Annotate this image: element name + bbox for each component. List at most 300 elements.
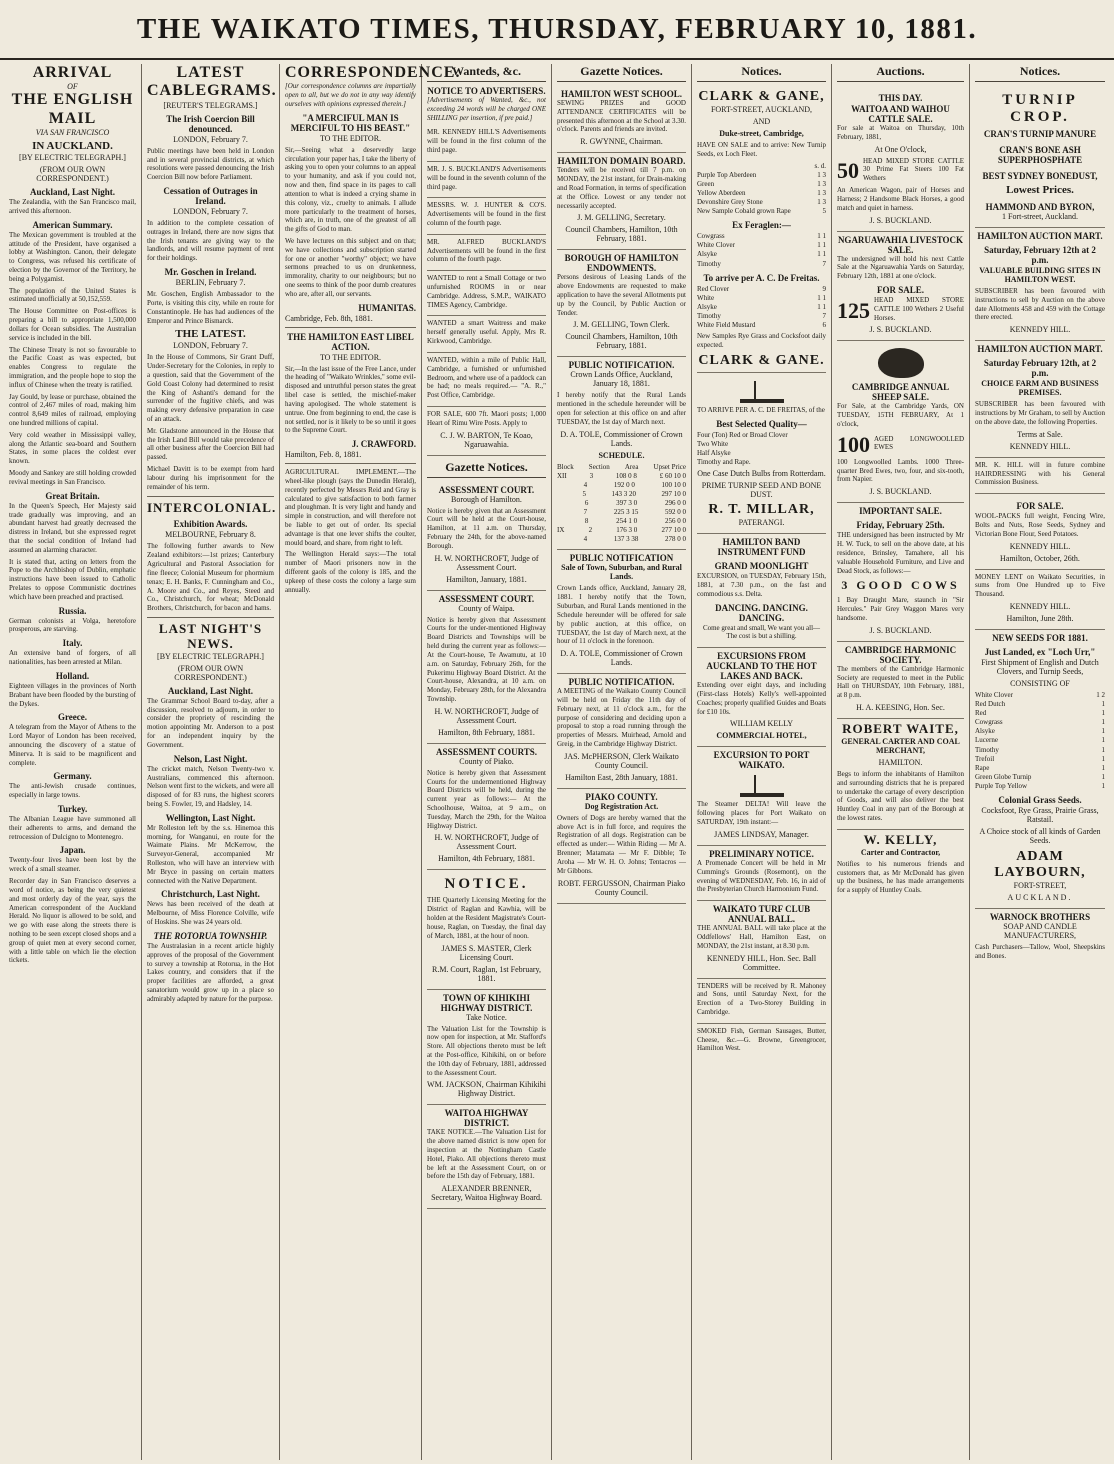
ad-text: HAVE ON SALE and to arrive: New Turnip Seeds, ex Loch Fleet. (697, 141, 826, 158)
item-name: Devonshire Grey Stone (697, 198, 763, 207)
item-price: 1 3 (817, 189, 826, 197)
notice-text: Notice is hereby given that an Assessment Court will be held at the Court-house, Hamilton, at 11 a.m. on Thursday, February the 24th, for the above-named Borough. (427, 506, 546, 550)
column-heading: Gazette Notices. (557, 64, 686, 82)
list-item (697, 294, 826, 303)
item-price: 1 2 (1096, 691, 1105, 699)
item-name: Lucerne (975, 736, 998, 745)
table-cell: 6 (584, 499, 589, 507)
item-name: Trefoil (975, 754, 995, 763)
headline-correspondence: CORRESPONDENCE. (285, 64, 461, 81)
ad-text: WANTED a smart Waitress and make herself generally useful. Apply, Mrs R. Kirkwood, Cambridge. (427, 319, 546, 346)
paragraph: In the Queen's Speech, Her Majesty said trade gradually was improving, and an abundant harvest had greatly decreased the distress in Ireland, but she expressed regret that the social condition of Ireland had assumed an alarming character. (9, 501, 136, 554)
paragraph: The Chinese Treaty is not so favourable to the Pacific Coast as was expected, but enables Congress to regulate the immigration, and the people hope to stop the influx of Chinese when the treaty is ratified. (9, 345, 136, 389)
list-item (697, 431, 826, 440)
classified-ad (427, 407, 546, 456)
advert-excursions (697, 648, 826, 747)
item-price: 7 (822, 259, 826, 268)
ad-terms: Terms at Sale. (1017, 429, 1063, 439)
item-price: 5 (822, 207, 826, 216)
notice-text: Owners of Dogs are hereby warned that the above Act is in full force, and requires the Registration of all dogs. Registration can be effected as under:— Within Riding — Mr A. Brenner; Matamata — Mr F. Dibble; Te Aroha — Mr W. H. O. Johns; Tentacros — Mr Gibbons. (557, 813, 686, 875)
ad-signature: C. J. W. BARTON, Te Koao, Ngaruawahia. (440, 430, 533, 449)
notice-subtitle: County of Waipa. (458, 603, 515, 613)
list-item (697, 189, 826, 198)
list-item (697, 250, 826, 259)
item-name: Timothy and Rape. (697, 457, 751, 466)
auction-mart-farm (975, 341, 1105, 457)
ad-subheading: Lowest Prices. (1006, 184, 1074, 196)
column-cablegrams (142, 64, 280, 1460)
notice-date: R.M. Court, Raglan, 1st February, 1881. (431, 964, 542, 983)
item-name: Timothy (697, 259, 721, 268)
notice-date: Hamilton, 4th February, 1881. (438, 854, 535, 864)
notice-title: HAMILTON DOMAIN BOARD. (557, 156, 686, 167)
item-name: Cowgrass (697, 232, 725, 241)
ad-text: A Promenade Concert will be held in Mr Cumming's Grounds (Rosemont), on the evening of WEDNESDAY, Feb. 16, in aid of the Presbyterian Church Harmonium Fund. (697, 858, 826, 894)
firm-name: R. T. MILLAR, (708, 502, 815, 518)
list-item (975, 700, 1105, 709)
lot-count: 125 (837, 297, 870, 323)
list-subheading: Ex Feraglen:— (732, 220, 791, 231)
notice-subtitle: County of Piako. (459, 756, 514, 766)
schedule-header (557, 463, 686, 472)
paragraph: An extensive band of forgers, of all nationalities, has been arrested at Milan. (9, 649, 136, 667)
list-item (697, 241, 826, 250)
item-price: 9 (822, 284, 826, 293)
firm-address: AUCKLAND. (1007, 893, 1073, 903)
notice-text: The Valuation List for the Township is now open for inspection, at Mr. Stafford's Store. All objections thereto must be left at the Post-office, Kihikihi, on or before the 10th day of February, 1881, addressed to the Assessment Court. (427, 1024, 546, 1077)
paragraph: News has been received of the death at Melbourne, of Miss Florence Colville, wife of Hoskins. She was 24 years old. (147, 900, 274, 927)
ad-text: SMOKED Fish, German Sausages, Butter, Cheese, &c.—G. Browne, Greengrocer, Hamilton West. (697, 1026, 826, 1053)
section-heading: Japan. (59, 845, 86, 856)
ad-title: HAMILTON AUCTION MART. (977, 344, 1103, 355)
table-row (557, 490, 686, 499)
notice-signature: D. A. TOLE, Commissioner of Crown Lands. (560, 429, 683, 448)
table-cell: 256 0 0 (664, 517, 686, 526)
paragraph: Jay Gould, by lease or purchase, obtained the control of 2,467 miles of road, making him control 8,649 miles of railroad, employing one hundred millions of capital. (9, 392, 136, 428)
ad-text: WOOL-PACKS full weight, Fencing Wire, Bolts and Nuts, Rose Seeds, Sydney and Victorian Bone Flour, Seed Potatoes. (975, 512, 1105, 538)
notice-title: NOTICE. (444, 876, 529, 893)
ad-title: EXCURSIONS FROM AUCKLAND TO THE HOT LAKES AND BACK. (706, 651, 817, 682)
notice-subtitle: Take Notice. (466, 1012, 507, 1022)
ad-subheading: THIS DAY. (878, 93, 923, 103)
place-line: IN AUCKLAND. (32, 140, 113, 153)
headline-of: OF (67, 82, 78, 92)
list-item (697, 458, 826, 467)
notice-subtitle: Sale of Town, Suburban, and Rural Lands. (561, 563, 682, 582)
notice-text: Persons desirous of Leasing Lands of the above Endowments are requested to make application to have the several Allotments put up by the Council, by Public Auction or Tender. (557, 273, 686, 317)
firm-address: HAMILTON. (878, 757, 923, 767)
advert-for-sale (975, 494, 1105, 569)
table-row (557, 499, 686, 508)
advert-kelly (837, 830, 964, 901)
classified-ad (427, 235, 546, 271)
ad-subheading: DANCING. DANCING. DANCING. (715, 602, 808, 623)
dateline: Auckland, Last Night. (29, 187, 116, 198)
gazette-notice (557, 153, 686, 250)
table-row (557, 535, 686, 544)
ad-signature: J. S. BUCKLAND. (869, 325, 932, 335)
schedule-header-cell: Area (624, 462, 639, 471)
ad-text: MR. ALFRED BUCKLAND'S Advertisements will be found in the first column of the fourth page. (427, 237, 546, 264)
table-cell: XII (557, 471, 567, 480)
paragraph: Sir,—In the last issue of the Free Lance, under the heading of "Waikato Wrinkles," some evil-disposed and untruthful person states the great libel case is settled, the mischief-maker having apologised. The whole statement is untrue. One from beginning to end, the case is not settled, nor is it likely to be so until it goes to the Supreme Court. (285, 364, 416, 435)
gazette-notice (427, 870, 546, 989)
table-cell: 225 3 15 (613, 508, 639, 517)
item-price: 1 (1101, 763, 1105, 772)
signature: J. CRAWFORD. (351, 439, 416, 450)
ad-text: For sale at Waitoa on Thursday, 10th February, 1881, (837, 124, 964, 141)
table-cell: 143 3 20 (611, 489, 636, 498)
via-line: VIA SAN FRANCISCO (35, 128, 110, 138)
gazette-notice (427, 1105, 546, 1209)
notice-text: Crown Lands office, Auckland, January 28, 1881. I hereby notify that the Town, Suburban, and Rural Lands mentioned in the Schedule hereunder will be offered for sale by public auction, at this office, on TUESDAY, the 1st day of March next, at the hour of 11 o'clock in the forenoon. (557, 584, 686, 646)
byline: [BY ELECTRIC TELEGRAPH.] (19, 153, 126, 163)
ad-text: The members of the Cambridge Harmonic Society are requested to meet in the Public Hall on THURSDAY, 10th February, 1881, at 8 p.m. (837, 664, 964, 700)
list-item (975, 727, 1105, 736)
list-item (975, 709, 1105, 718)
advert-port-waikato (697, 747, 826, 845)
column-gazette (552, 64, 692, 1460)
list-item (697, 260, 826, 269)
ad-subheading: Colonial Grass Seeds. (998, 795, 1082, 806)
advert-hammond (975, 86, 1105, 228)
table-cell: 277 10 0 (661, 526, 686, 535)
notice-date: Council Chambers, Hamilton, 10th February, 1881. (565, 332, 678, 351)
section-heading: Nelson, Last Night. (173, 753, 248, 764)
ad-text: SUBSCRIBER has been favoured with instructions to sell by Auction on the above date Allotments 458 and 459 with the Cottage there erected. (975, 287, 1105, 322)
notice-title: ASSESSMENT COURT. (438, 593, 535, 604)
list-item (975, 782, 1105, 791)
lot-text: HEAD MIXED STORE CATTLE 100 Wethers 2 Useful Horses. (874, 295, 964, 322)
ad-signature: KENNEDY HILL. (1009, 602, 1071, 611)
divider (285, 327, 416, 328)
lot-line (837, 296, 964, 325)
paragraph: The Mexican government is troubled at the attitude of the President, have organised a lobby at Washington. Canon, their delegate to Congress, was refused his certificate of election by the Governor of the Territory, he being a Polygamist. (9, 230, 136, 283)
ad-title: PRELIMINARY NOTICE. (709, 848, 814, 859)
ad-text: TO ARRIVE PER A. C. DE FREITAS, of the (697, 405, 825, 414)
dateline: LONDON, February 7. (173, 341, 248, 351)
list-item (975, 773, 1105, 782)
item-price: 1 1 (817, 302, 826, 311)
section-heading: THE LATEST. (175, 328, 246, 341)
advert-tenders (697, 979, 826, 1024)
notice-text: A MEETING of the Waikato County Council will be held on Friday the 11th day of February next, at 11 o'clock a.m., for the purpose of considering and deciding upon a proposal to stop a road running through the properties of Messrs. Muirhead, Arnold and Greig, in the Cambridge Highway District. (557, 687, 686, 749)
item-price: 1 (1101, 718, 1105, 727)
list-item (975, 746, 1105, 755)
seed-list (697, 431, 826, 467)
table-cell: 397 3 0 (616, 499, 638, 507)
list-item (697, 321, 826, 330)
notice-text: I hereby notify that the Rural Lands mentioned in the schedule hereunder will be open for selection at this office on and after TUESDAY, the 1st day of March next. (557, 391, 686, 426)
item-price: 1 (1101, 772, 1105, 781)
ad-text: 1 Bay Draught Mare, staunch in "Sir Hercules." Pair Grey Waggon Mares very handsome. (837, 596, 964, 622)
ad-signature: J. S. BUCKLAND. (869, 487, 932, 497)
item-price: 1 (1101, 727, 1105, 736)
advert-clark-gane (697, 86, 826, 373)
firm-name: CLARK & GANE, (698, 89, 825, 104)
paragraph: Public meetings have been held in London and in several provincial districts, at which resolutions were passed denouncing the Irish Coercion Bill now before Parliament. (147, 146, 274, 182)
schedule-header-cell: Upset Price (653, 462, 686, 471)
divider (147, 496, 274, 497)
item-name: Red Clover (697, 284, 730, 293)
item-price: 1 3 (817, 170, 826, 179)
section-heading: The Irish Coercion Bill denounced. (166, 113, 255, 134)
notice-text: THE Quarterly Licensing Meeting for the District of Raglan and Kawhia, will be holden at the Resident Magistrate's Court-house, Raglan, on Tuesday, the final day of March, 1881, at the hour of noon. (427, 896, 546, 940)
ad-text: Begs to inform the inhabitants of Hamilton and surrounding districts that he is prepared to undertake the cartage of every description of Goods, and will also deliver the best Huntley Coal in any part of the Borough at the lowest rates. (837, 769, 964, 822)
from-line: (FROM OUR OWN CORRESPONDENT.) (36, 165, 109, 184)
paragraph: The Zealandia, with the San Francisco mail, arrived this afternoon. (9, 198, 136, 215)
list-item (975, 755, 1105, 764)
item-name: Timothy (975, 745, 999, 754)
columns (4, 64, 1110, 1460)
classified-ad (427, 198, 546, 234)
advert-money (975, 570, 1105, 630)
headline-cablegrams: LATEST CABLEGRAMS. (147, 64, 277, 100)
notice-subtitle: Dog Registration Act. (584, 801, 659, 811)
paragraph: The cricket match, Nelson Twenty-two v. Australians, commenced this afternoon. Nelson went first to the wickets, and were all disposed of for 83 runs, the highest scorers being S. Fowler, 19, and Hadsley, 14. (147, 764, 274, 808)
editor-note: [Our correspondence columns are impartially open to all, but we do not in any way identify ourselves with opinions expressed therein.] (285, 82, 416, 109)
item-name: Rape (975, 763, 990, 772)
item-name: Alsyke (975, 727, 995, 736)
schedule-header-cell: Section (588, 462, 610, 471)
ad-product: CRAN'S BONE ASH SUPERPHOSPHATE (997, 145, 1083, 165)
paragraph: Twenty-four lives have been lost by the wreck of a small steamer. (9, 856, 136, 874)
table-row (557, 517, 686, 526)
section-heading: Mr. Goschen in Ireland. (164, 267, 257, 278)
section-heading: Great Britain. (45, 490, 100, 501)
item-name: Yellow Aberdeen (697, 189, 746, 197)
ad-text: THE undersigned has been instructed by Mr H. W. Tuck, to sell on the above date, at his residence, Brinsley, Tamahere, all his valuable Household Furniture, and Live and Dead Stock, as follows:— (837, 531, 964, 575)
notice-title: WAITOA HIGHWAY DISTRICT. (444, 1108, 529, 1129)
ad-title: IMPORTANT SALE. (859, 506, 942, 517)
lot-text: AGED LONGWOOLLED EWES (874, 434, 964, 452)
section-heading: Italy. (62, 638, 83, 649)
lot-count: 50 (837, 158, 859, 184)
item-name: White Clover (697, 241, 735, 250)
ad-product: BEST SYDNEY BONEDUST, (982, 171, 1098, 181)
column-auctions (832, 64, 970, 1460)
item-name: Half Alsyke (697, 448, 731, 457)
headline-arrival: ARRIVAL (32, 64, 113, 81)
paragraph: Very cold weather in Mississippi valley, along the Atlantic sea-board and Southern States, in some places the coldest ever known. (9, 430, 136, 466)
masthead (0, 0, 1114, 60)
firm-trade: SOAP AND CANDLE MANUFACTURERS, (1003, 922, 1077, 941)
paragraph: It is stated that, acting on letters from the Pope to the Archbishop of Dublin, emphatic instructions have been issued to Catholic Prelates to oppose Communistic doctrines which have been preached and practised. (9, 557, 136, 601)
firm-trade: Carter and Contractor, (860, 847, 941, 857)
firm-name: ROBERT WAITE, (842, 721, 959, 736)
dateline: MELBOURNE, February 8. (165, 530, 256, 540)
item-price: 1 1 (817, 232, 826, 241)
item-price: 1 (1101, 745, 1105, 754)
firm-address: FORT-STREET, AUCKLAND, (710, 105, 813, 115)
table-cell: 297 10 0 (661, 489, 686, 498)
notice-text: [Advertisements of Wanted, &c., not exceeding 24 words will be charged ONE SHILLING per insertion, if pre paid.] (427, 96, 546, 122)
ad-text: WANTED to rent a Small Cottage or two unfurnished ROOMS in or near Cambridge. Address, S.M.P., WAIKATO TIMES Agency, Cambridge. (427, 274, 546, 309)
table-cell: 278 0 0 (664, 535, 686, 544)
paragraph: In addition to the complete cessation of outrages in Ireland, there are now signs that the Irish tenants are giving way to the landlords, and will resume payment of rent for their holdings. (147, 219, 274, 263)
ad-text: MR. J. S. BUCKLAND'S Advertisements will be found in the seventh column of the third page. (427, 164, 546, 191)
table-cell: 254 1 0 (616, 517, 638, 526)
lot-line (837, 432, 964, 458)
notice-subtitle: Crown Lands Office, Auckland, January 18, 1881. (570, 370, 673, 389)
paragraph: The population of the United States is estimated unofficially at 50,152,559. (9, 286, 136, 304)
ad-title: WAITOA AND WAIHOU CATTLE SALE. (851, 104, 950, 124)
notice-signature: H. W. NORTHCROFT, Judge of Assessment Court. (434, 706, 539, 725)
list-item (975, 718, 1105, 727)
notice-signature: R. GWYNNE, Chairman. (580, 137, 663, 147)
list-item (697, 207, 826, 216)
advert-harmonic (837, 642, 964, 719)
paragraph: German colonists at Volga, heretofore prosperous, are starving. (9, 616, 136, 634)
auction-ngaruawahia (837, 232, 964, 342)
item-name: Purple Top Yellow (975, 781, 1028, 790)
list-item (697, 285, 826, 294)
firm-address: 1 Fort-street, Auckland. (1002, 212, 1078, 221)
section-heading: Wellington, Last Night. (165, 812, 256, 823)
item-price: 1 3 (817, 179, 826, 188)
notice-title: BOROUGH OF HAMILTON ENDOWMENTS. (564, 253, 679, 274)
auction-sheep (837, 341, 964, 503)
table-cell: IX (557, 526, 565, 535)
ad-title: EXCURSION TO PORT WAIKATO. (713, 750, 810, 771)
table-cell: 176 3 0 (616, 526, 638, 535)
section-heading: Turkey. (57, 804, 88, 815)
notice-title: ASSESSMENT COURT. (438, 484, 535, 495)
paragraph: Recorder day in San Francisco deserves a word of notice, as being the very quietest and most orderly day of the year, says the American correspondent of the Auckland Herald. No liquor is allowed to be sold, and we go with ease along the streets there is nothing to be seen except closed shops and a group of quiet men at every second corner, with a little table on which lie the election tickets. (9, 877, 136, 965)
section-heading: Germany. (53, 771, 92, 782)
section-heading: Cessation of Outrages in Ireland. (163, 186, 258, 207)
ad-signature: H. A. KEESING, Hon. Sec. (856, 703, 945, 712)
item-name: Cowgrass (975, 718, 1003, 727)
ad-title: NGARUAWAHIA LIVESTOCK SALE. (837, 234, 964, 255)
notice-signature: JAS. McPHERSON, Clerk Waikato County Council. (564, 751, 679, 770)
table-row (557, 508, 686, 517)
table-cell: 296 0 0 (664, 499, 686, 507)
list-item (975, 691, 1105, 700)
schedule-table (557, 463, 686, 545)
item-name: White (697, 293, 715, 302)
column-heading: Gazette Notices. (427, 460, 546, 478)
column-heading: Auctions. (837, 64, 964, 82)
firm-name: HAMMOND AND BYRON, (985, 202, 1095, 212)
paragraph: The House Committee on Post-offices is preparing a bill to appropriate 1,500,000 dollars for Ocean subsidies. The Australian service is included in the bill. (9, 307, 136, 342)
ad-subheading: Just Landed, ex "Loch Urr," (984, 647, 1096, 657)
gazette-notice (427, 591, 546, 744)
table-cell: 4 (583, 535, 588, 544)
item-name: White Field Mustard (697, 321, 756, 330)
notice-date: Hamilton East, 28th January, 1881. (565, 772, 678, 782)
ad-text: EXCURSION, on TUESDAY, February 15th, 1881, at 7.30 p.m., on the fast and commodious s.s. Delta. (697, 572, 826, 598)
table-cell: 137 3 38 (613, 535, 639, 544)
schedule-header-cell: Block (557, 462, 574, 471)
item-price: 1 (1101, 754, 1105, 763)
ad-signature: WILLIAM KELLY (730, 719, 793, 729)
ad-title: FOR SALE. (1016, 501, 1064, 512)
firm-name: CLARK & GANE. (698, 352, 825, 368)
ad-subtitle: VALUABLE BUILDING SITES IN HAMILTON WEST. (979, 266, 1101, 284)
classified-ad (427, 271, 546, 316)
ad-subheading: FOR SALE. (876, 284, 924, 295)
ad-title: WAIKATO TURF CLUB ANNUAL BALL. (712, 904, 811, 925)
list-item (975, 764, 1105, 773)
ad-subtitle: CHOICE FARM AND BUSINESS PREMISES. (981, 379, 1099, 398)
ad-text: New Samples Rye Grass and Cocksfoot daily expected. (697, 332, 826, 349)
notice-title: PIAKO COUNTY. (585, 791, 658, 802)
notice-title: ASSESSMENT COURTS. (435, 746, 538, 757)
section-heading: Holland. (55, 670, 90, 681)
price-list (697, 162, 826, 217)
section-heading: THE ROTORUA TOWNSHIP. (153, 930, 268, 941)
advert-warnock (975, 909, 1105, 967)
ad-text: MESSRS. W. J. HUNTER & CO'S. Advertisements will be found in the first column of the fourth page. (427, 201, 546, 227)
table-cell: 100 10 0 (661, 480, 686, 489)
firm-address: FORT-STREET, (1013, 881, 1067, 891)
ad-text: FOR SALE, 600 7ft. Maori posts; 1,000 Heart of Rimu Wire Posts. Apply to (427, 409, 546, 427)
table-cell: 2 (588, 526, 593, 535)
ad-signature: KENNEDY HILL, Hon. Sec. Ball Committee. (706, 953, 817, 972)
letter-title: THE HAMILTON EAST LIBEL ACTION. (287, 331, 414, 352)
column-correspondence (280, 64, 461, 1460)
item-price: 1 (1101, 700, 1105, 709)
price-list (697, 232, 826, 268)
signature: HUMANITAS. (358, 302, 416, 313)
ad-signature: KENNEDY HILL. (1009, 325, 1071, 335)
ad-text: Cocksfoot, Rye Grass, Prairie Grass, Ratstail. (981, 806, 1099, 825)
ad-text: MR. KENNEDY HILL'S Advertisements will be found in the first column of the third page. (427, 128, 546, 155)
notice-title: TOWN OF KIHIKIHI HIGHWAY DISTRICT. (440, 992, 533, 1013)
auction-waitoa (837, 86, 964, 232)
paragraph: We have lectures on this subject and on that; we have collections and subscription started for one or another "worthy" object; we have sermons preached to us on drunkenness, immorality, charity to our neighbours; but no one seems to think of the poor dumb creatures who are, after all, our servants. (285, 236, 416, 298)
paragraph: Mr Rolleston left by the s.s. Hinemoa this morning, for Wanganui, en route for the Waimate Plains. Mr McKerrow, the Surveyor-General, accompanied Mr Rolleston, who will have an interview with Mr Bryce in passing on certain matters connected with the Native Department. (147, 823, 274, 885)
item-name: Red Dutch (975, 700, 1006, 709)
item-price: 1 1 (817, 250, 826, 259)
item-name: Timothy (697, 311, 721, 320)
ad-subtitle: COMMERCIAL HOTEL, (716, 731, 807, 741)
ad-product: CRAN'S TURNIP MANURE (983, 129, 1097, 139)
classified-ad (427, 316, 546, 352)
paragraph: In the House of Commons, Sir Grant Duff, Under-Secretary for the Colonies, in reply to a question, said that the Government of the Gold Coast Colony had determined to resist the King of Ashanti's demand for the surrender of the fugitive chiefs, and was making every defensive preparation in case of an attack. (147, 353, 274, 424)
table-cell: 192 0 0 (613, 480, 635, 489)
item-name: Red (975, 709, 987, 718)
headline-last-night: LAST NIGHT'S NEWS. (158, 620, 263, 651)
notice-signature: ROBT. FERGUSSON, Chairman Piako County Council. (557, 878, 686, 897)
advert-hill (975, 458, 1105, 494)
classified-ad (427, 125, 546, 161)
notice-signature: J. M. GELLING, Secretary. (577, 213, 666, 223)
notice-signature: ALEXANDER BRENNER, Secretary, Waitoa Highway Board. (431, 1184, 542, 1203)
gazette-notice (557, 674, 686, 789)
notice-text: Notice is hereby given that Assessment Courts for the undermentioned Highway Board Districts will be held, during the current year as follows:— At the Schoolhouse, Waitoa, at 9 a.m., on Tuesday, March the 29th, for the Waitoa Highway District. (427, 768, 546, 830)
ad-text: SUBSCRIBER has been favoured with instructions by Mr Graham, to sell by Auction on the above date, the following Properties. (975, 400, 1105, 426)
item-name: Alsyke (697, 302, 717, 311)
firm-address: PATERANGI. (738, 518, 785, 528)
notice-title: PUBLIC NOTIFICATION. (568, 677, 675, 688)
item-price: 6 (822, 321, 826, 330)
notice-title: PUBLIC NOTIFICATION (569, 553, 674, 564)
lot-line (837, 157, 964, 186)
column-notices-right (970, 64, 1110, 1460)
notice-signature: JAMES S. MASTER, Clerk Licensing Court. (441, 943, 532, 962)
divider (285, 463, 416, 464)
lot-text: HEAD MIXED STORE CATTLE 30 Prime Fat Steers 100 Fat Wethers (863, 156, 964, 183)
column-heading: Notices. (975, 64, 1105, 82)
list-header (697, 162, 826, 171)
table-cell: 8 (584, 517, 589, 526)
ad-text: THE ANNUAL BALL will take place at the Oddfellows' Hall, Hamilton East, on MONDAY, the 21st instant, at 8.30 p.m. (697, 924, 826, 950)
notice-title: HAMILTON WEST SCHOOL. (561, 89, 682, 99)
ad-text: 100 Longwoolled Lambs. 1000 Three-quarter Bred Ewes, two, four, and six-tooth, from Napier. (837, 457, 964, 484)
ad-title: CAMBRIDGE ANNUAL SHEEP SALE. (851, 382, 950, 403)
